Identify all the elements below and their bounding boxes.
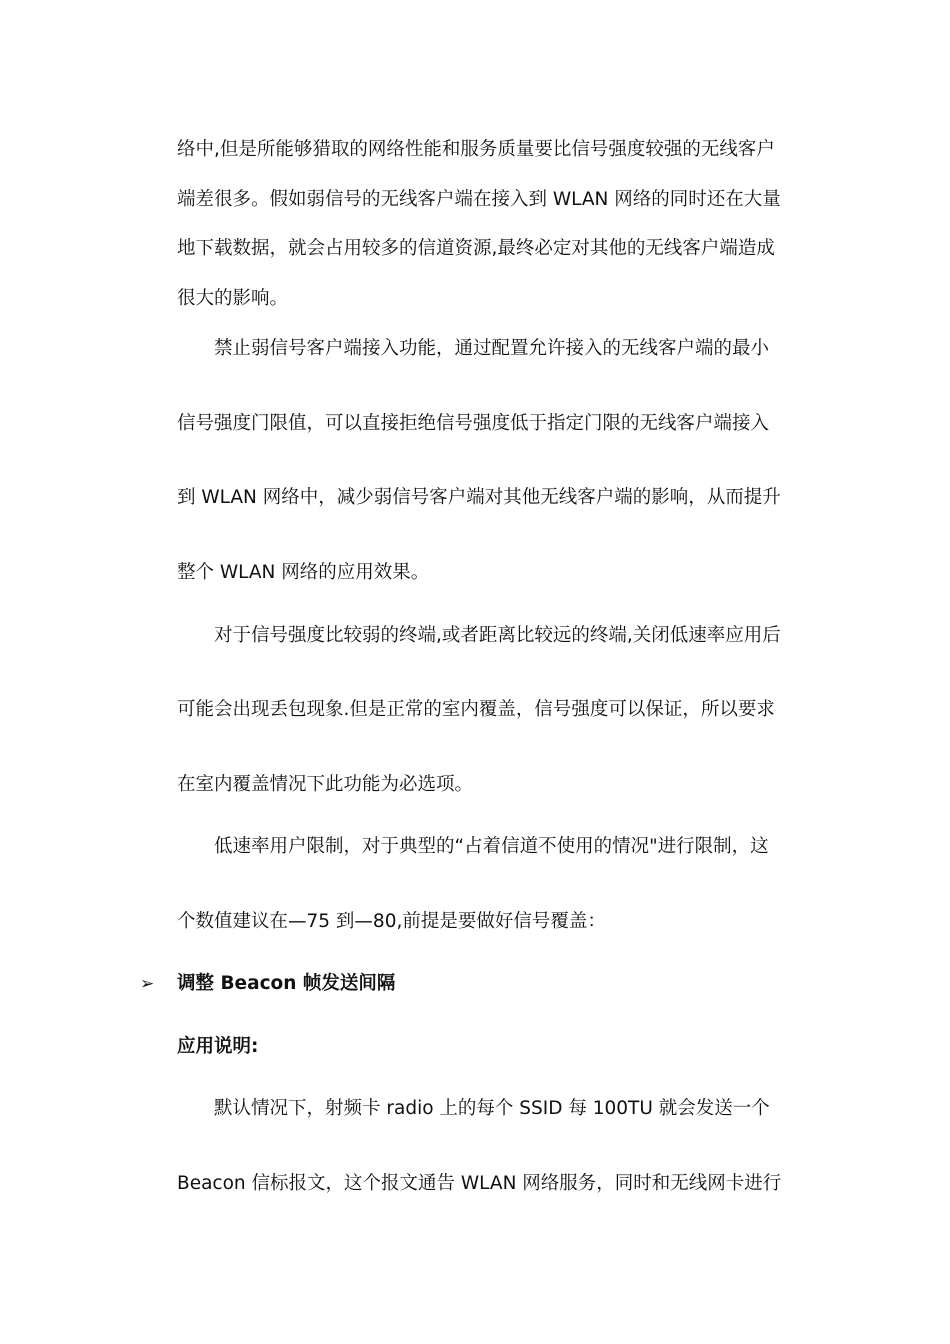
body-text-line: 很大的影响。 bbox=[177, 288, 289, 309]
body-text-line: 端差很多。假如弱信号的无线客户端在接入到 WLAN 网络的同时还在大量 bbox=[177, 189, 781, 210]
body-text-line: 整个 WLAN 网络的应用效果。 bbox=[177, 562, 430, 583]
section-heading: 调整 Beacon 帧发送间隔 bbox=[177, 973, 396, 994]
body-text-line: 对于信号强度比较弱的终端,或者距离比较远的终端,关闭低速率应用后 bbox=[214, 625, 781, 646]
body-text-line: 地下载数据，就会占用较多的信道资源,最终必定对其他的无线客户端造成 bbox=[177, 238, 775, 259]
body-text-line: 络中,但是所能够猎取的网络性能和服务质量要比信号强度较强的无线客户 bbox=[177, 139, 775, 160]
body-text-line: 低速率用户限制，对于典型的“占着信道不使用的情况"进行限制，这 bbox=[214, 836, 769, 857]
body-text-line: 在室内覆盖情况下此功能为必选项。 bbox=[177, 774, 474, 795]
body-text-line: 默认情况下，射频卡 radio 上的每个 SSID 每 100TU 就会发送一个 bbox=[214, 1098, 770, 1119]
body-text-line: 个数值建议在—75 到—80,前提是要做好信号覆盖： bbox=[177, 911, 606, 932]
body-text-line: 信号强度门限值，可以直接拒绝信号强度低于指定门限的无线客户端接入 bbox=[177, 413, 770, 434]
body-text-line: 禁止弱信号客户端接入功能，通过配置允许接入的无线客户端的最小 bbox=[214, 338, 770, 359]
subheading: 应用说明: bbox=[177, 1036, 259, 1057]
body-text-line: Beacon 信标报文，这个报文通告 WLAN 网络服务，同时和无线网卡进行 bbox=[177, 1173, 782, 1194]
body-text-line: 可能会出现丢包现象.但是正常的室内覆盖，信号强度可以保证，所以要求 bbox=[177, 699, 775, 720]
bullet-arrow-icon: ➢ bbox=[140, 974, 155, 994]
body-text-line: 到 WLAN 网络中，减少弱信号客户端对其他无线客户端的影响，从而提升 bbox=[177, 487, 781, 508]
